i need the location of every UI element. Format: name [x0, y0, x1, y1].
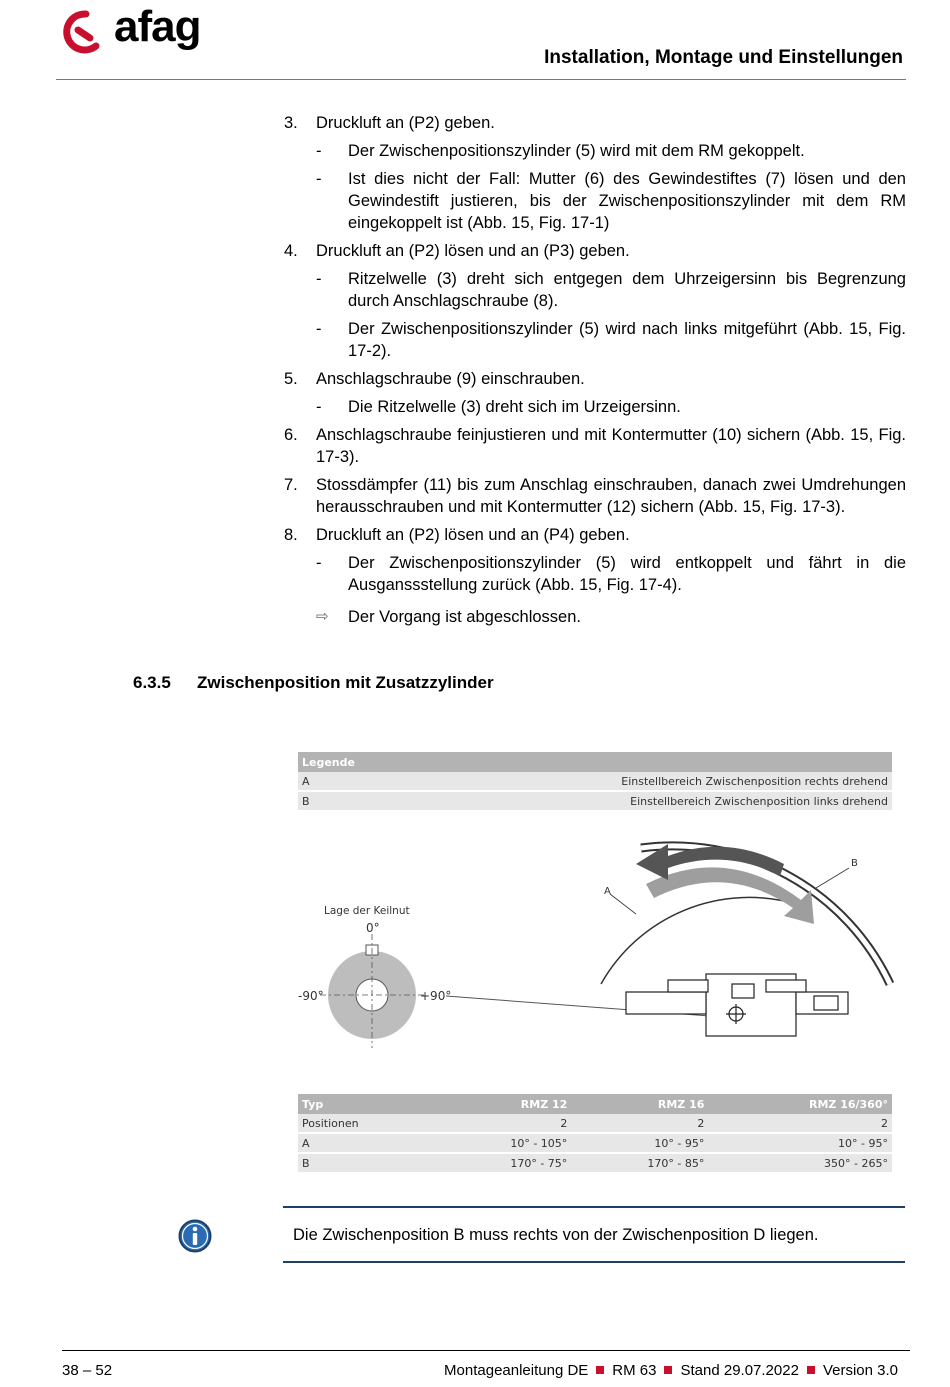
table-row: A Einstellbereich Zwischenposition rechts drehend [298, 772, 892, 791]
step-text: Druckluft an (P2) lösen und an (P4) geben. [316, 526, 630, 544]
table-row: Positionen 2 2 2 [298, 1114, 892, 1133]
info-icon [178, 1219, 212, 1253]
section-number: 6.3.5 [133, 673, 171, 692]
afag-logo [56, 2, 216, 56]
step-3-bullet-2: - Ist dies nicht der Fall: Mutter (6) des Gewindestiftes (7) lösen und den Gewindestift justieren, bis der Zwischenpositionszylinder mit dem RM eingekoppelt ist (Abb. 15, Fig. 17-1) [316, 170, 906, 232]
step-text: Druckluft an (P2) geben. [316, 114, 495, 132]
table-row: A 10° - 105° 10° - 95° 10° - 95° [298, 1133, 892, 1153]
deg-right-label: +90° [420, 989, 452, 1003]
step-5: 5. Anschlagschraube (9) einschrauben. [284, 370, 585, 388]
section-title: Zwischenposition mit Zusatzzylinder [197, 673, 494, 692]
page-number: 38 – 52 [62, 1362, 113, 1379]
section-heading [133, 673, 494, 693]
logo-text: afag [114, 2, 201, 51]
afag-logo-icon [56, 8, 112, 56]
step-text: Stossdämpfer (11) bis zum Anschlag einschrauben, danach zwei Umdrehungen herausschrauben und mit Kontermutter (12) sichern (Abb. 15, Fig. 17-3). [316, 476, 906, 516]
step-5-bullet-1: - Die Ritzelwelle (3) dreht sich im Urzeigersinn. [316, 398, 681, 416]
separator-square-icon [807, 1366, 815, 1374]
deg-left-label: -90° [298, 989, 324, 1003]
separator-square-icon [596, 1366, 604, 1374]
figure-intermediate-position [296, 748, 896, 1173]
step-text: Anschlagschraube (9) einschrauben. [316, 370, 585, 388]
info-divider-top [283, 1206, 905, 1208]
info-divider-bottom [283, 1261, 905, 1263]
mechanism-diagram [296, 748, 896, 1088]
model: RM 63 [612, 1362, 657, 1379]
step-3: 3. Druckluft an (P2) geben. [284, 114, 495, 132]
doc-date: Stand 29.07.2022 [680, 1362, 799, 1379]
doc-title: Montageanleitung DE [444, 1362, 589, 1379]
separator-square-icon [664, 1366, 672, 1374]
actuator-assembly [626, 974, 848, 1036]
keyway-label: Lage der Keilnut [324, 905, 410, 917]
legend-header: Legende [298, 752, 892, 772]
step-3-bullet-1: - Der Zwischenpositionszylinder (5) wird mit dem RM gekoppelt. [316, 142, 805, 160]
type-table: Typ RMZ 12 RMZ 16 RMZ 16/360° Positionen 2 2 2 A 10° - 105° 10° - 95° 10° - 95° B 170° - 75° 170° - 85° 350° - 265° [298, 1094, 892, 1174]
table-row: B 170° - 75° 170° - 85° 350° - 265° [298, 1153, 892, 1173]
step-8: 8. Druckluft an (P2) lösen und an (P4) geben. [284, 526, 630, 544]
info-note-text: Die Zwischenposition B muss rechts von der Zwischenposition D liegen. [293, 1226, 819, 1244]
step-4: 4. Druckluft an (P2) lösen und an (P3) geben. [284, 242, 630, 260]
step-4-bullet-1: - Ritzelwelle (3) dreht sich entgegen dem Uhrzeigersinn bis Begrenzung durch Anschlagschraube (8). [316, 270, 906, 310]
step-8-bullet-1: - Der Zwischenpositionszylinder (5) wird entkoppelt und fährt in die Ausganssstellung zurück (Abb. 15, Fig. 17-4). [316, 554, 906, 594]
result-arrow-icon: ⇨ [316, 608, 329, 625]
table-row: B Einstellbereich Zwischenposition links drehend [298, 791, 892, 811]
step-text: Druckluft an (P2) lösen und an (P3) geben. [316, 242, 630, 260]
deg-top-label: 0° [366, 921, 380, 935]
step-7: 7. Stossdämpfer (11) bis zum Anschlag einschrauben, danach zwei Umdrehungen herausschrauben und mit Kontermutter (12) sichern (Abb. 15, Fig. 17-3). [284, 476, 906, 516]
result-line: ⇨ Der Vorgang ist abgeschlossen. [316, 608, 581, 626]
instruction-list [284, 112, 906, 628]
page-header-title: Installation, Montage und Einstellungen [544, 47, 903, 68]
step-4-bullet-2: - Der Zwischenpositionszylinder (5) wird nach links mitgeführt (Abb. 15, Fig. 17-2). [316, 320, 906, 360]
footer-divider [62, 1350, 910, 1351]
footer-meta [444, 1362, 898, 1379]
label-a: A [604, 886, 611, 897]
step-text: Anschlagschraube feinjustieren und mit Kontermutter (10) sichern (Abb. 15, Fig. 17-3). [316, 426, 906, 466]
header-divider [56, 79, 906, 80]
step-6: 6. Anschlagschraube feinjustieren und mit Kontermutter (10) sichern (Abb. 15, Fig. 17-3). [284, 426, 906, 466]
range-a-arc [601, 897, 796, 984]
doc-version: Version 3.0 [822, 1362, 898, 1379]
label-b: B [851, 858, 858, 869]
